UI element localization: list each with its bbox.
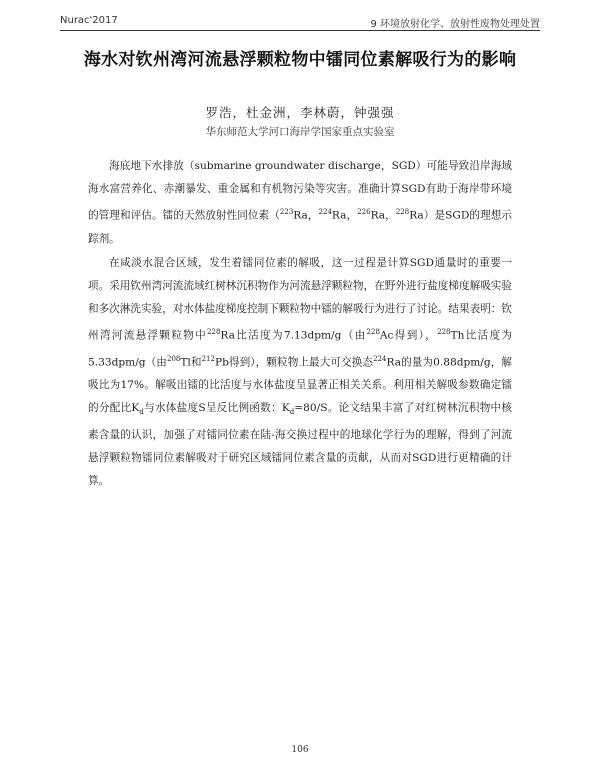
page-number: 106	[291, 745, 309, 755]
abstract-paragraph-1: 海底地下水排放（submarine groundwater discharge，SGD）可能导致沿岸海域海水富营养化、赤潮暴发、重金属和有机物污染等灾害。准确计算SGD有助于海岸带环境的管理和评估。镭的天然放射性同位素（$^{223}$Ra，$^{224}$Ra，$^{226}$Ra，$^{228}$Ra）是SGD的理想示踪剂。	[88, 160, 512, 245]
running-header	[60, 13, 540, 31]
header-divider	[60, 30, 540, 31]
section-label: 9 环境放射化学、放射性废物处理处置	[370, 19, 540, 30]
abstract-paragraph-2: 在咸淡水混合区域，发生着镭同位素的解吸，这一过程是计算SGD通量时的重要一项。采用钦州湾河流流域红树林沉积物作为河流悬浮颗粒物，在野外进行盐度梯度解吸实验和多次淋洗实验，对水体盐度梯度控制下颗粒物中镭的解吸行为进行了讨论。结果表明：钦州湾河流悬浮颗粒物中$^{228}$Ra比活度为7.13dpm/g（由$^{228}$Ac得到），$^{228}$Th比活度为5.33dpm/g（由$^{208}$Tl和$^{212}$Pb得到），颗粒物上最大可交换态$^{224}$Ra的量为0.88dpm/g，解吸比为17%。解吸出镭的比活度与水体盐度呈显著正相关关系。利用相关解吸参数确定镭的分配比$K_d$与水体盐度S呈反比例函数：$K_d=80/S$。论文结果丰富了对红树林沉积物中核素含量的认识，加强了对镭同位素在陆-海交换过程中的地球化学行为的理解，得到了河流悬浮颗粒物镭同位素解吸对于研究区域镭同位素含量的贡献，从而对SGD进行更精确的计算。	[88, 257, 513, 488]
conference-label: Nurac'2017	[60, 15, 118, 26]
author-list: 罗浩，杜金洲，李林蔚，钟强强	[205, 105, 395, 120]
affiliation: 华东师范大学河口海岸学国家重点实验室	[205, 126, 395, 138]
paper-title: 海水对钦州湾河流悬浮颗粒物中镭同位素解吸行为的影响	[83, 50, 517, 70]
